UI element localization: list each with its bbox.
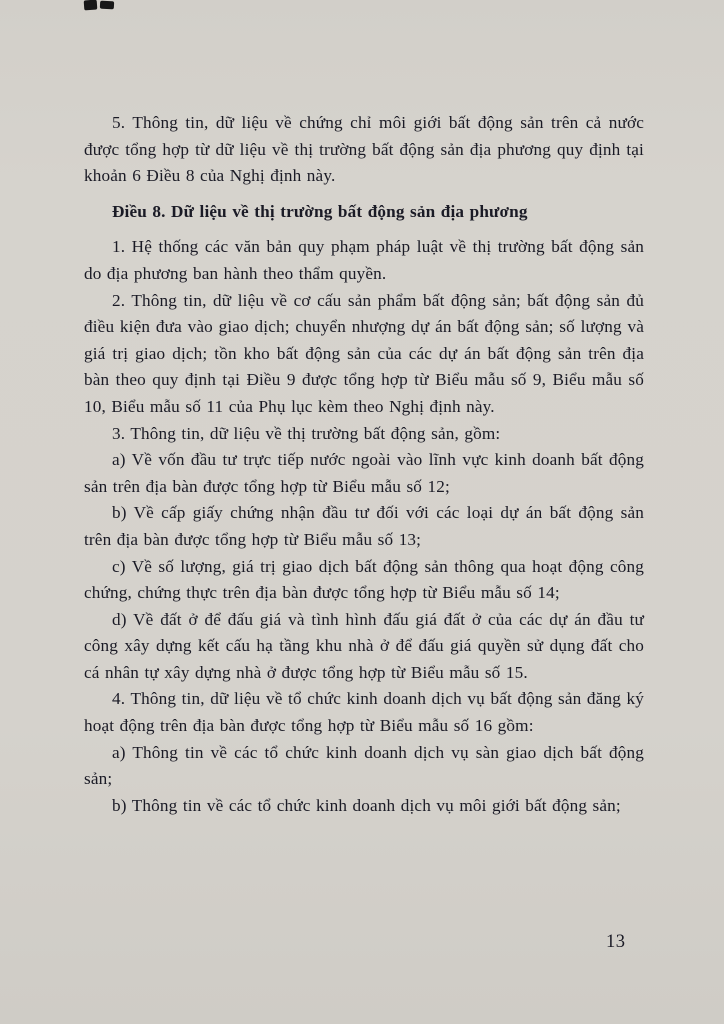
- paragraph: a) Thông tin về các tổ chức kinh doanh dịch vụ sàn giao dịch bất động sản;: [84, 742, 644, 789]
- scan-artifact: [84, 0, 98, 10]
- paragraph: c) Về số lượng, giá trị giao dịch bất động sản thông qua hoạt động công chứng, chứng thực trên địa bàn được tổng hợp từ Biểu mẫu số 14;: [84, 556, 644, 603]
- paragraph: 3. Thông tin, dữ liệu về thị trường bất động sản, gồm:: [112, 423, 501, 443]
- paragraph: 1. Hệ thống các văn bản quy phạm pháp luật về thị trường bất động sản do địa phương ban hành theo thẩm quyền.: [84, 237, 644, 283]
- scan-artifact: [100, 1, 114, 10]
- paragraph: a) Về vốn đầu tư trực tiếp nước ngoài vào lĩnh vực kinh doanh bất động sản trên địa bàn được tổng hợp từ Biểu mẫu số 12;: [84, 450, 644, 496]
- paragraph: 5. Thông tin, dữ liệu về chứng chỉ môi giới bất động sản trên cả nước được tổng hợp từ dữ liệu về thị trường bất động sản địa phương quy định tại khoản 6 Điều 8 của Nghị định này.: [84, 113, 644, 186]
- section-heading: Điều 8. Dữ liệu về thị trường bất động sản địa phương: [112, 201, 528, 221]
- text-block: [84, 110, 644, 819]
- paragraph: 2. Thông tin, dữ liệu về cơ cấu sản phẩm bất động sản; bất động sản đủ điều kiện đưa vào giao dịch; chuyển nhượng dự án bất động sản; số lượng và giá trị giao dịch; tồn kho bất động sản của các dự án bất động sản trên địa bàn theo quy định tại Điều 9 được tổng hợp từ Biểu mẫu số 9, Biểu mẫu số 10, Biểu mẫu số 11 của Phụ lục kèm theo Nghị định này.: [84, 290, 644, 416]
- paragraph: b) Về cấp giấy chứng nhận đầu tư đối với các loại dự án bất động sản trên địa bàn được tổng hợp từ Biểu mẫu số 13;: [84, 503, 644, 549]
- page-number: 13: [606, 932, 626, 952]
- paragraph: d) Về đất ở để đấu giá và tình hình đấu giá đất ở của các dự án đầu tư công xây dựng kết cấu hạ tầng khu nhà ở để đấu giá quyền sử dụng đất cho cá nhân tự xây dựng nhà ở được tổng hợp từ Biểu mẫu số 15.: [84, 609, 644, 682]
- paragraph: b) Thông tin về các tổ chức kinh doanh dịch vụ môi giới bất động sản;: [112, 795, 621, 815]
- paragraph: 4. Thông tin, dữ liệu về tổ chức kinh doanh dịch vụ bất động sản đăng ký hoạt động trên địa bàn được tổng hợp từ Biểu mẫu số 16 gồm:: [84, 689, 644, 736]
